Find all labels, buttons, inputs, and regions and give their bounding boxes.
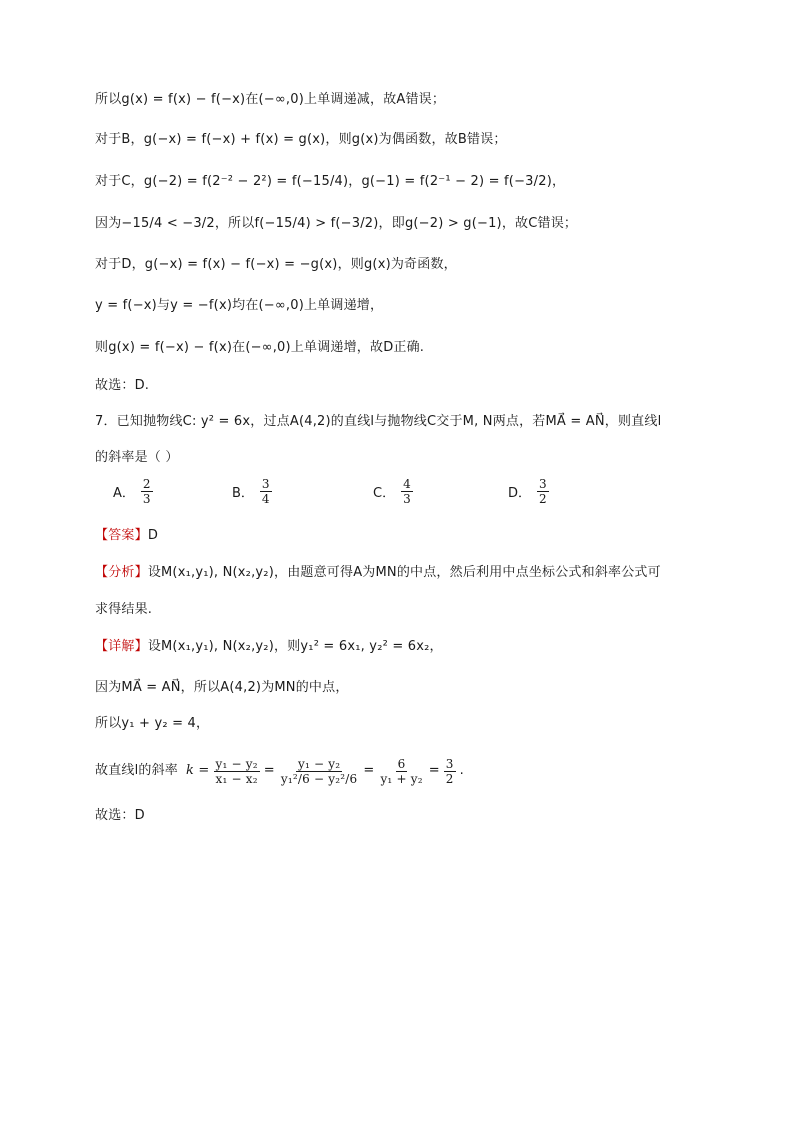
option-letter: C． [373,486,396,501]
solution-line-7: 则g(x) = f(−x) − f(x)在(−∞,0)上单调递增，故D正确. [95,340,425,355]
fraction-denominator: 4 [261,492,270,506]
detail-line-3: 所以y₁ + y₂ = 4， [95,716,210,731]
answer-line [95,526,754,546]
solution-line-5: 对于D，g(−x) = f(x) − f(−x) = −g(x)，则g(x)为奇函数， [95,257,457,272]
option-fraction [141,477,153,506]
option-letter: A． [113,486,135,501]
answer-tag: 【答案】 [95,528,148,543]
analysis-line-2: 求得结果. [95,602,153,617]
k-equals: k = [186,763,210,778]
fraction-denominator: x₁ − x₂ [215,771,258,786]
slope-formula-line [95,745,754,797]
fraction-numerator: 6 [397,756,406,771]
option-c [373,477,413,506]
analysis-tag: 【分析】 [95,565,148,580]
period: . [459,763,464,778]
detail-text: 设M(x₁,y₁), N(x₂,y₂)，则y₁² = 6x₁, y₂² = 6x₂， [147,639,443,654]
solution-line-1: 所以g(x) = f(x) − f(−x)在(−∞,0)上单调递减，故A错误； [95,92,446,107]
fraction-denominator: 3 [142,492,151,506]
answer-value: D [147,528,159,543]
fraction-denominator: 3 [403,492,411,506]
solution-line-6: y = f(−x)与y = −f(x)均在(−∞,0)上单调递增， [95,298,384,313]
solution-line-2: 对于B，g(−x) = f(−x) + f(x) = g(x)，则g(x)为偶函数，故B错误； [95,132,507,147]
analysis-text: 设M(x₁,y₁), N(x₂,y₂)，由题意可得A为MN的中点，然后利用中点坐标公式和斜率公式可 [147,565,661,580]
fraction-numerator: 4 [403,477,411,491]
slope-fraction-1 [214,757,260,786]
question-7-stem: 7．已知抛物线C: y² = 6x，过点A(4,2)的直线l与抛物线C交于M, N两点，若MA⃗ = AN⃗，则直线l [95,414,662,429]
option-fraction [260,477,272,506]
option-d [508,477,549,506]
slope-fraction-2 [279,757,359,786]
option-fraction [401,477,413,506]
fraction-numerator: 2 [142,477,151,491]
detail-tag: 【详解】 [95,639,148,654]
final-choice-previous: 故选：D. [95,378,150,393]
equals-sign: = [263,763,275,778]
fraction-numerator: 3 [261,477,270,491]
slope-prefix: 故直线l的斜率 [95,763,179,778]
detail-line-1 [95,637,754,657]
options-row [95,477,745,517]
option-fraction [537,477,549,506]
option-b [232,477,272,506]
detail-line-2: 因为MA⃗ = AN⃗，所以A(4,2)为MN的中点， [95,680,349,695]
fraction-numerator: y₁ − y₂ [215,756,258,771]
equals-sign: = [428,763,440,778]
slope-fraction-4 [444,757,456,786]
solution-line-4: 因为−15/4 < −3/2，所以f(−15/4) > f(−3/2)，即g(−2) > g(−1)，故C错误； [95,216,578,231]
equals-sign: = [363,763,375,778]
option-a [113,477,153,506]
option-letter: B． [232,486,254,501]
option-letter: D． [508,486,532,501]
fraction-denominator: 2 [445,771,454,786]
fraction-numerator: 3 [539,477,547,491]
fraction-numerator: y₁ − y₂ [297,756,341,771]
fraction-denominator: 2 [539,492,547,506]
analysis-line-1 [95,563,754,583]
fraction-denominator: y₁ + y₂ [380,771,423,786]
fraction-denominator: y₁²/6 − y₂²/6 [280,771,358,786]
question-7-stem-cont: 的斜率是（ ） [95,450,179,465]
slope-fraction-3 [378,757,424,786]
final-choice: 故选：D [95,808,145,823]
fraction-numerator: 3 [445,756,454,771]
solution-line-3: 对于C，g(−2) = f(2⁻² − 2²) = f(−15/4)，g(−1) = f(2⁻¹ − 2) = f(−3/2)， [95,174,566,189]
